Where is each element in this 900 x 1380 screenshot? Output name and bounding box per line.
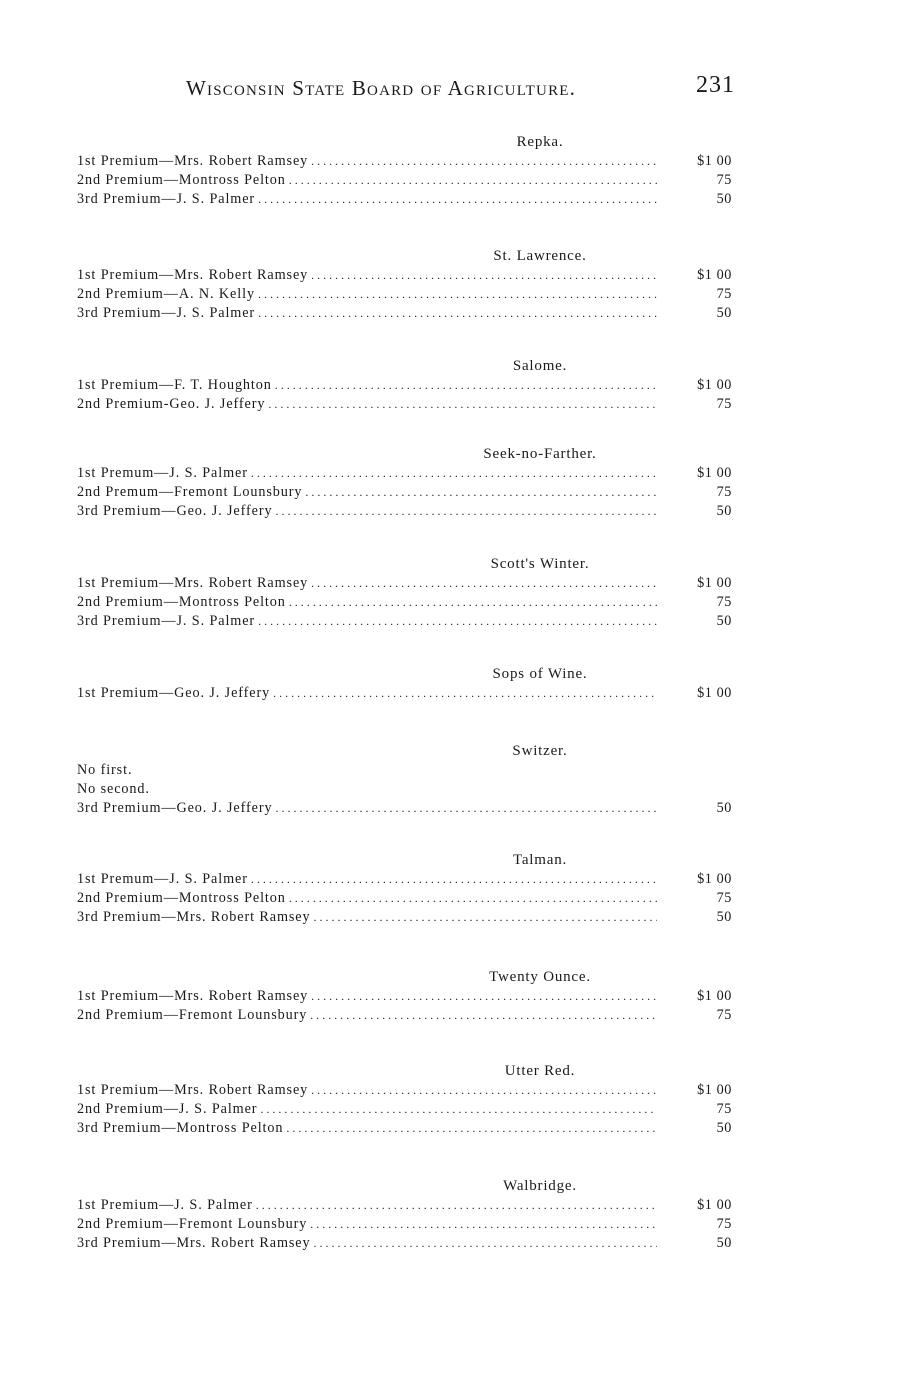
premium-label: 2nd Premum—Fremont Lounsbury . . .	[77, 483, 657, 502]
premium-amount: 50	[716, 800, 732, 816]
section-title: St. Lawrence.	[493, 248, 587, 264]
premium-amount: 50	[716, 1235, 732, 1251]
premium-label: 3rd Premium—Mrs. Robert Ramsey . . .	[77, 908, 657, 927]
premium-amount: 50	[716, 613, 732, 629]
premium-amount: 75	[716, 396, 732, 412]
premium-label: 3rd Premium—Mrs. Robert Ramsey . . .	[77, 1234, 657, 1253]
premium-amount: $1 00	[697, 377, 732, 393]
premium-row	[0, 285, 900, 304]
premium-amount: 75	[716, 1101, 732, 1117]
premium-label: 2nd Premium—Fremont Lounsbury . . .	[77, 1006, 657, 1025]
premium-amount: 50	[716, 305, 732, 321]
premium-label: 1st Premum—J. S. Palmer . . .	[77, 464, 657, 483]
premium-row	[0, 1081, 900, 1100]
premium-row	[0, 376, 900, 395]
section-title: Utter Red.	[504, 1063, 576, 1079]
page-header	[0, 72, 900, 110]
section-title: Switzer.	[512, 743, 568, 759]
section-title: Scott's Winter.	[490, 556, 590, 572]
premium-row	[0, 190, 900, 209]
premium-amount: 75	[716, 172, 732, 188]
premium-amount: 50	[716, 1120, 732, 1136]
premium-label: 3rd Premium—J. S. Palmer . . .	[77, 612, 657, 631]
premium-label: 3rd Premium—J. S. Palmer . . .	[77, 304, 657, 323]
premium-amount: 75	[716, 1216, 732, 1232]
premium-row	[0, 1215, 900, 1234]
running-title: Wisconsin State Board of Agriculture.	[186, 76, 577, 100]
premium-label: 2nd Premium—J. S. Palmer . . .	[77, 1100, 657, 1119]
premium-label: 1st Premium—Geo. J. Jeffery . . .	[77, 684, 657, 703]
premium-row	[0, 908, 900, 927]
premium-row	[0, 502, 900, 521]
premium-amount: 50	[716, 909, 732, 925]
premium-label: 2nd Premium-Geo. J. Jeffery . . .	[77, 395, 657, 414]
premium-label: 1st Premium—Mrs. Robert Ramsey . . .	[77, 1081, 657, 1100]
premium-label: 1st Premium—F. T. Houghton . . .	[77, 376, 657, 395]
premium-row	[0, 464, 900, 483]
premium-amount: $1 00	[697, 575, 732, 591]
premium-label: 2nd Premium—Fremont Lounsbury . . .	[77, 1215, 657, 1234]
premium-label: 3rd Premium—Montross Pelton . . .	[77, 1119, 657, 1138]
premium-row	[0, 889, 900, 908]
premium-amount: 75	[716, 890, 732, 906]
premium-label: 2nd Premium—Montross Pelton . . .	[77, 889, 657, 908]
premium-amount: $1 00	[697, 465, 732, 481]
premium-row	[0, 612, 900, 631]
premium-amount: $1 00	[697, 871, 732, 887]
premium-amount: $1 00	[697, 153, 732, 169]
premium-row	[0, 1234, 900, 1253]
section-title: Seek-no-Farther.	[483, 446, 597, 462]
section-title: Sops of Wine.	[492, 666, 588, 682]
premium-row	[0, 684, 900, 703]
page-number: 231	[696, 72, 735, 98]
premium-row	[0, 870, 900, 889]
premium-amount: 75	[716, 484, 732, 500]
section-title: Twenty Ounce.	[489, 969, 591, 985]
premium-label: 3rd Premium—J. S. Palmer . . .	[77, 190, 657, 209]
premium-row	[0, 304, 900, 323]
premium-label: 2nd Premium—Montross Pelton . . .	[77, 593, 657, 612]
premium-row	[0, 152, 900, 171]
note-text: No first.	[77, 762, 133, 778]
premium-label: 1st Premium—J. S. Palmer . . .	[77, 1196, 657, 1215]
premium-label: 3rd Premium—Geo. J. Jeffery . . .	[77, 502, 657, 521]
premium-amount: 50	[716, 191, 732, 207]
note-text: No second.	[77, 781, 150, 797]
premium-amount: 50	[716, 503, 732, 519]
premium-amount: $1 00	[697, 1197, 732, 1213]
premium-amount: 75	[716, 1007, 732, 1023]
premium-label: 1st Premum—J. S. Palmer . . .	[77, 870, 657, 889]
premium-amount: $1 00	[697, 267, 732, 283]
premium-amount: $1 00	[697, 1082, 732, 1098]
premium-row	[0, 987, 900, 1006]
section-title: Talman.	[512, 852, 568, 868]
premium-row	[0, 395, 900, 414]
premium-row	[0, 1006, 900, 1025]
premium-row	[0, 171, 900, 190]
premium-row	[0, 574, 900, 593]
premium-amount: 75	[716, 286, 732, 302]
section-title: Salome.	[512, 358, 568, 374]
premium-amount: 75	[716, 594, 732, 610]
premium-row	[0, 1119, 900, 1138]
premium-label: 1st Premium—Mrs. Robert Ramsey . . .	[77, 987, 657, 1006]
premium-row	[0, 1196, 900, 1215]
premium-row	[0, 483, 900, 502]
premium-label: 1st Premium—Mrs. Robert Ramsey . . .	[77, 152, 657, 171]
premium-label: 1st Premium—Mrs. Robert Ramsey . . .	[77, 266, 657, 285]
section-title: Walbridge.	[503, 1178, 577, 1194]
premium-label: 2nd Premium—Montross Pelton . . .	[77, 171, 657, 190]
premium-amount: $1 00	[697, 988, 732, 1004]
premium-label: 3rd Premium—Geo. J. Jeffery . . .	[77, 799, 657, 818]
premium-row	[0, 593, 900, 612]
note-line	[0, 780, 900, 799]
premium-row	[0, 799, 900, 818]
premium-row	[0, 1100, 900, 1119]
note-line	[0, 761, 900, 780]
premium-label: 1st Premium—Mrs. Robert Ramsey . . .	[77, 574, 657, 593]
premium-amount: $1 00	[697, 685, 732, 701]
premium-row	[0, 266, 900, 285]
premium-label: 2nd Premium—A. N. Kelly . . .	[77, 285, 657, 304]
section-title: Repka.	[516, 134, 564, 150]
